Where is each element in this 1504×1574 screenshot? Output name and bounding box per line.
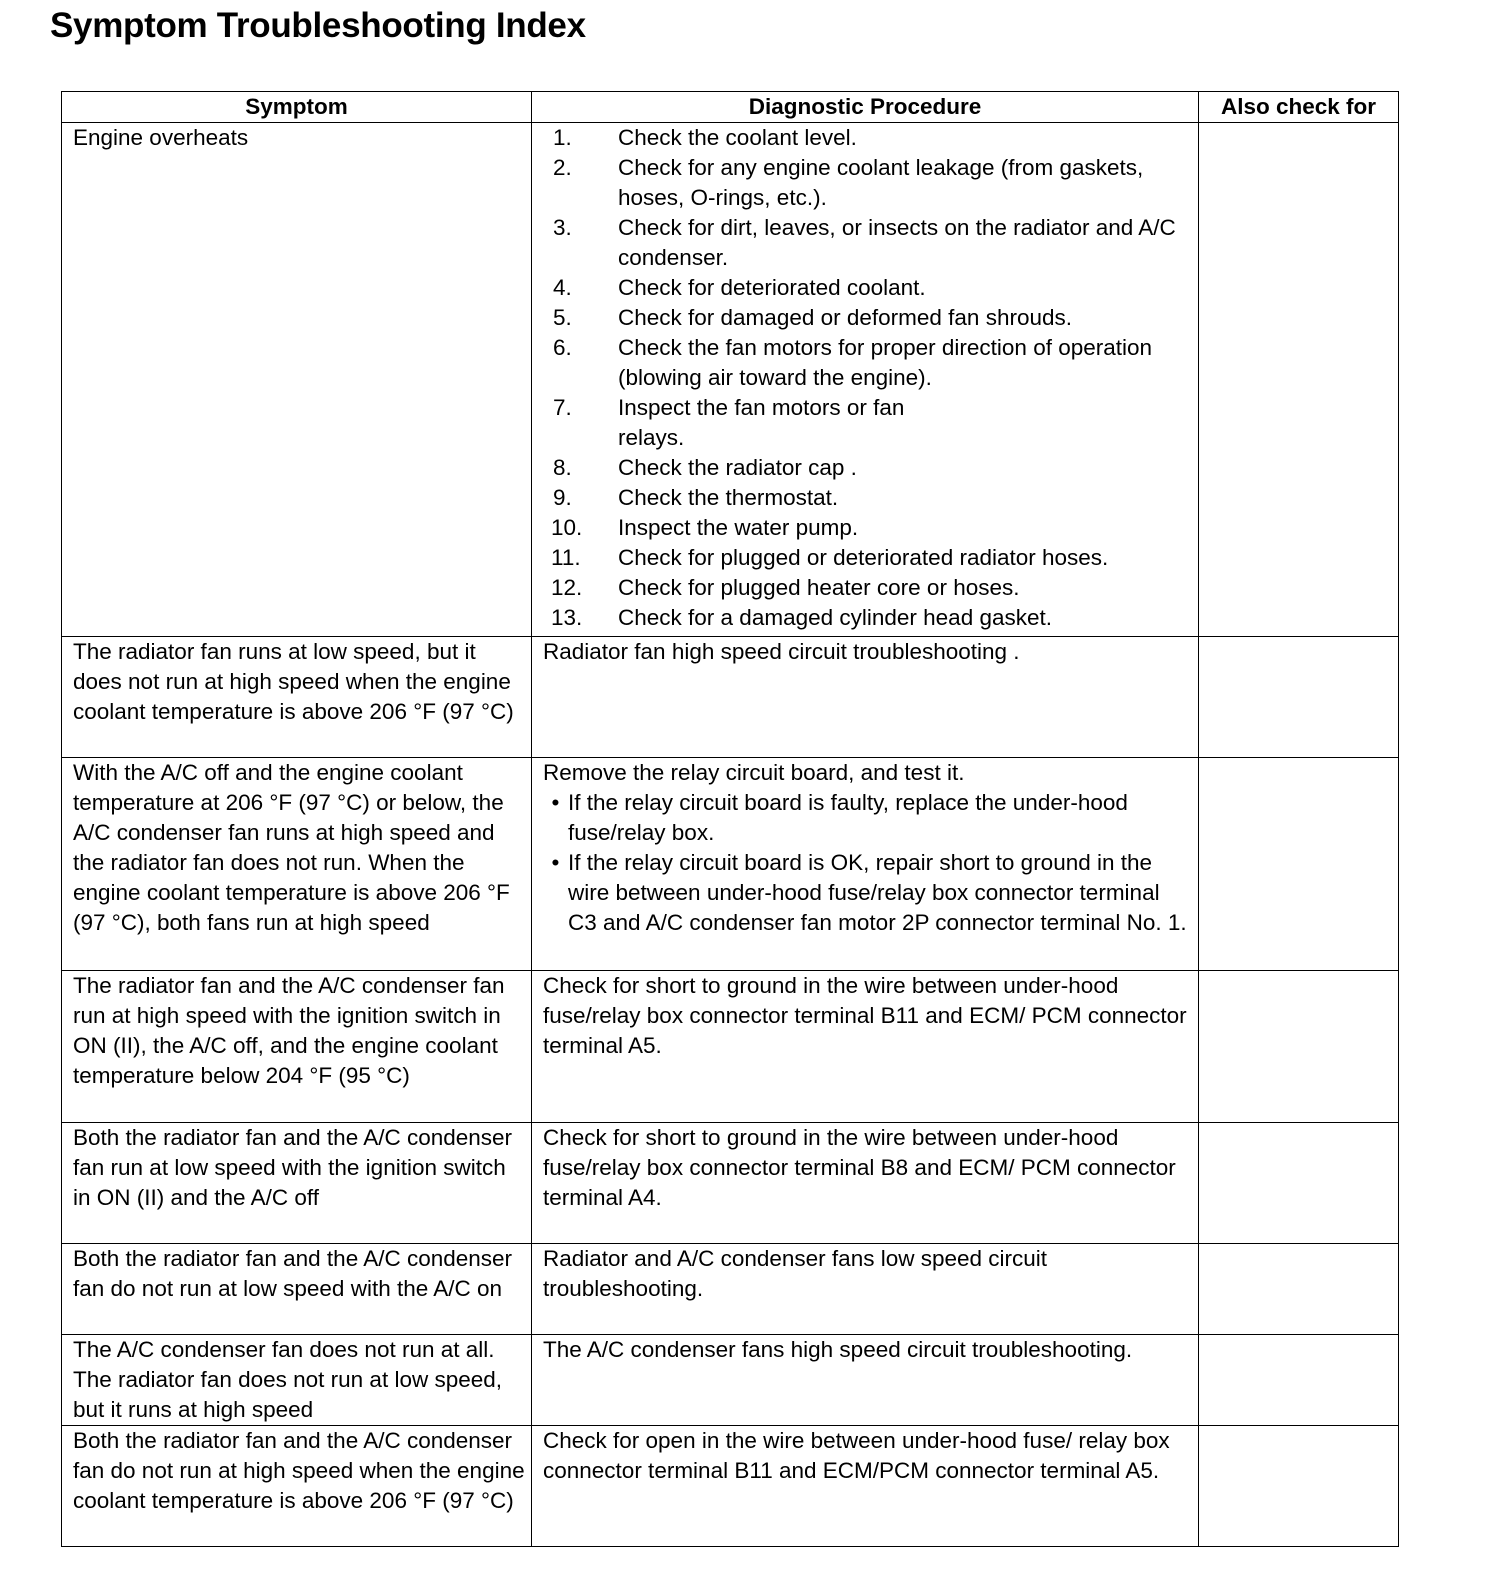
table-row xyxy=(62,1244,1399,1335)
symptom-cell: With the A/C off and the engine coolant temperature at 206 °F (97 °C) or below, the A/C condenser fan runs at high speed and the radiator fan does not run. When the engine coolant temperature is above 206 °F (97 °C), both fans run at high speed xyxy=(62,758,532,971)
table-row xyxy=(62,1426,1399,1547)
procedure-step xyxy=(543,213,1190,273)
symptom-cell: Both the radiator fan and the A/C condenser fan do not run at low speed with the A/C on xyxy=(62,1244,532,1335)
symptom-cell: The radiator fan and the A/C condenser fan run at high speed with the ignition switch in ON (II), the A/C off, and the engine coolant temperature below 204 °F (95 °C) xyxy=(62,971,532,1123)
procedure-bullet xyxy=(543,848,1190,938)
step-text: Inspect the fan motors or fan relays. xyxy=(618,395,905,450)
step-text: Check the coolant level. xyxy=(618,125,857,150)
table-row xyxy=(62,123,1399,637)
header-also-check-for: Also check for xyxy=(1199,92,1399,123)
table-row xyxy=(62,1335,1399,1426)
step-text: Check the thermostat. xyxy=(618,485,839,510)
symptom-cell: Engine overheats xyxy=(62,123,532,637)
procedure-step xyxy=(543,153,1190,213)
table-row xyxy=(62,971,1399,1123)
procedure-bullet xyxy=(543,788,1190,848)
troubleshooting-table xyxy=(61,91,1399,1547)
step-number: 4. xyxy=(553,275,572,300)
bullet-text: If the relay circuit board is OK, repair short to ground in the wire between under-hood fuse/relay box connector terminal C3 and A/C condenser fan motor 2P connector terminal No. 1. xyxy=(568,850,1187,935)
symptom-cell: The A/C condenser fan does not run at all. The radiator fan does not run at low speed, but it runs at high speed xyxy=(62,1335,532,1426)
step-number: 12. xyxy=(551,575,583,600)
procedure-cell: Radiator fan high speed circuit troubleshooting . xyxy=(532,637,1199,758)
step-number: 11. xyxy=(551,545,581,570)
step-number: 7. xyxy=(553,395,572,420)
header-row xyxy=(62,92,1399,123)
bullet-dot: • xyxy=(551,850,560,875)
troubleshooting-table-container xyxy=(61,91,1398,1547)
step-number: 6. xyxy=(553,335,572,360)
procedure-cell: Check for short to ground in the wire between under-hood fuse/relay box connector terminal B11 and ECM/ PCM connector terminal A5. xyxy=(532,971,1199,1123)
also-check-cell xyxy=(1199,637,1399,758)
step-number: 9. xyxy=(553,485,572,510)
also-check-cell xyxy=(1199,1335,1399,1426)
step-number: 1. xyxy=(553,125,572,150)
procedure-step xyxy=(543,303,1190,333)
step-text: Check for deteriorated coolant. xyxy=(618,275,926,300)
procedure-cell xyxy=(532,758,1199,971)
symptom-cell: Both the radiator fan and the A/C condenser fan do not run at high speed when the engine coolant temperature is above 206 °F (97 °C) xyxy=(62,1426,532,1547)
procedure-cell: The A/C condenser fans high speed circuit troubleshooting. xyxy=(532,1335,1199,1426)
also-check-cell xyxy=(1199,758,1399,971)
symptom-cell: The radiator fan runs at low speed, but it does not run at high speed when the engine coolant temperature is above 206 °F (97 °C) xyxy=(62,637,532,758)
step-text: Check for any engine coolant leakage (from gaskets, hoses, O-rings, etc.). xyxy=(618,155,1144,210)
also-check-cell xyxy=(1199,971,1399,1123)
procedure-step xyxy=(543,393,1190,453)
step-text: Check the fan motors for proper direction of operation (blowing air toward the engine). xyxy=(618,335,1153,390)
procedure-step xyxy=(543,513,1190,543)
step-number: 10. xyxy=(551,515,583,540)
table-row xyxy=(62,637,1399,758)
page-title: Symptom Troubleshooting Index xyxy=(50,6,586,45)
also-check-cell xyxy=(1199,1426,1399,1547)
procedure-step xyxy=(543,453,1190,483)
procedure-step xyxy=(543,333,1190,393)
step-number: 5. xyxy=(553,305,572,330)
bullet-dot: • xyxy=(551,790,560,815)
step-number: 13. xyxy=(551,605,583,630)
also-check-cell xyxy=(1199,1244,1399,1335)
procedure-step xyxy=(543,573,1190,603)
step-text: Check for dirt, leaves, or insects on the radiator and A/C condenser. xyxy=(618,215,1176,270)
also-check-cell xyxy=(1199,123,1399,637)
step-text: Check the radiator cap . xyxy=(618,455,857,480)
step-number: 2. xyxy=(553,155,572,180)
procedure-steps xyxy=(543,123,1190,633)
step-number: 8. xyxy=(553,455,572,480)
step-text: Check for damaged or deformed fan shrouds. xyxy=(618,305,1072,330)
procedure-step xyxy=(543,603,1190,633)
header-diagnostic-procedure: Diagnostic Procedure xyxy=(532,92,1199,123)
procedure-step xyxy=(543,543,1190,573)
step-text: Inspect the water pump. xyxy=(618,515,859,540)
step-number: 3. xyxy=(553,215,572,240)
also-check-cell xyxy=(1199,1123,1399,1244)
table-row xyxy=(62,758,1399,971)
step-text: Check for plugged heater core or hoses. xyxy=(618,575,1020,600)
header-symptom: Symptom xyxy=(62,92,532,123)
procedure-bullets xyxy=(543,788,1190,938)
bullet-text: If the relay circuit board is faulty, replace the under-hood fuse/relay box. xyxy=(568,790,1128,845)
table-row xyxy=(62,1123,1399,1244)
procedure-cell: Radiator and A/C condenser fans low speed circuit troubleshooting. xyxy=(532,1244,1199,1335)
procedure-cell: Check for short to ground in the wire between under-hood fuse/relay box connector terminal B8 and ECM/ PCM connector terminal A4. xyxy=(532,1123,1199,1244)
step-text: Check for plugged or deteriorated radiator hoses. xyxy=(618,545,1109,570)
procedure-step xyxy=(543,123,1190,153)
procedure-step xyxy=(543,273,1190,303)
procedure-step xyxy=(543,483,1190,513)
procedure-text: Remove the relay circuit board, and test it. xyxy=(543,760,965,785)
symptom-cell: Both the radiator fan and the A/C condenser fan run at low speed with the ignition switch in ON (II) and the A/C off xyxy=(62,1123,532,1244)
procedure-cell xyxy=(532,123,1199,637)
step-text: Check for a damaged cylinder head gasket. xyxy=(618,605,1053,630)
procedure-cell: Check for open in the wire between under-hood fuse/ relay box connector terminal B11 and ECM/PCM connector terminal A5. xyxy=(532,1426,1199,1547)
